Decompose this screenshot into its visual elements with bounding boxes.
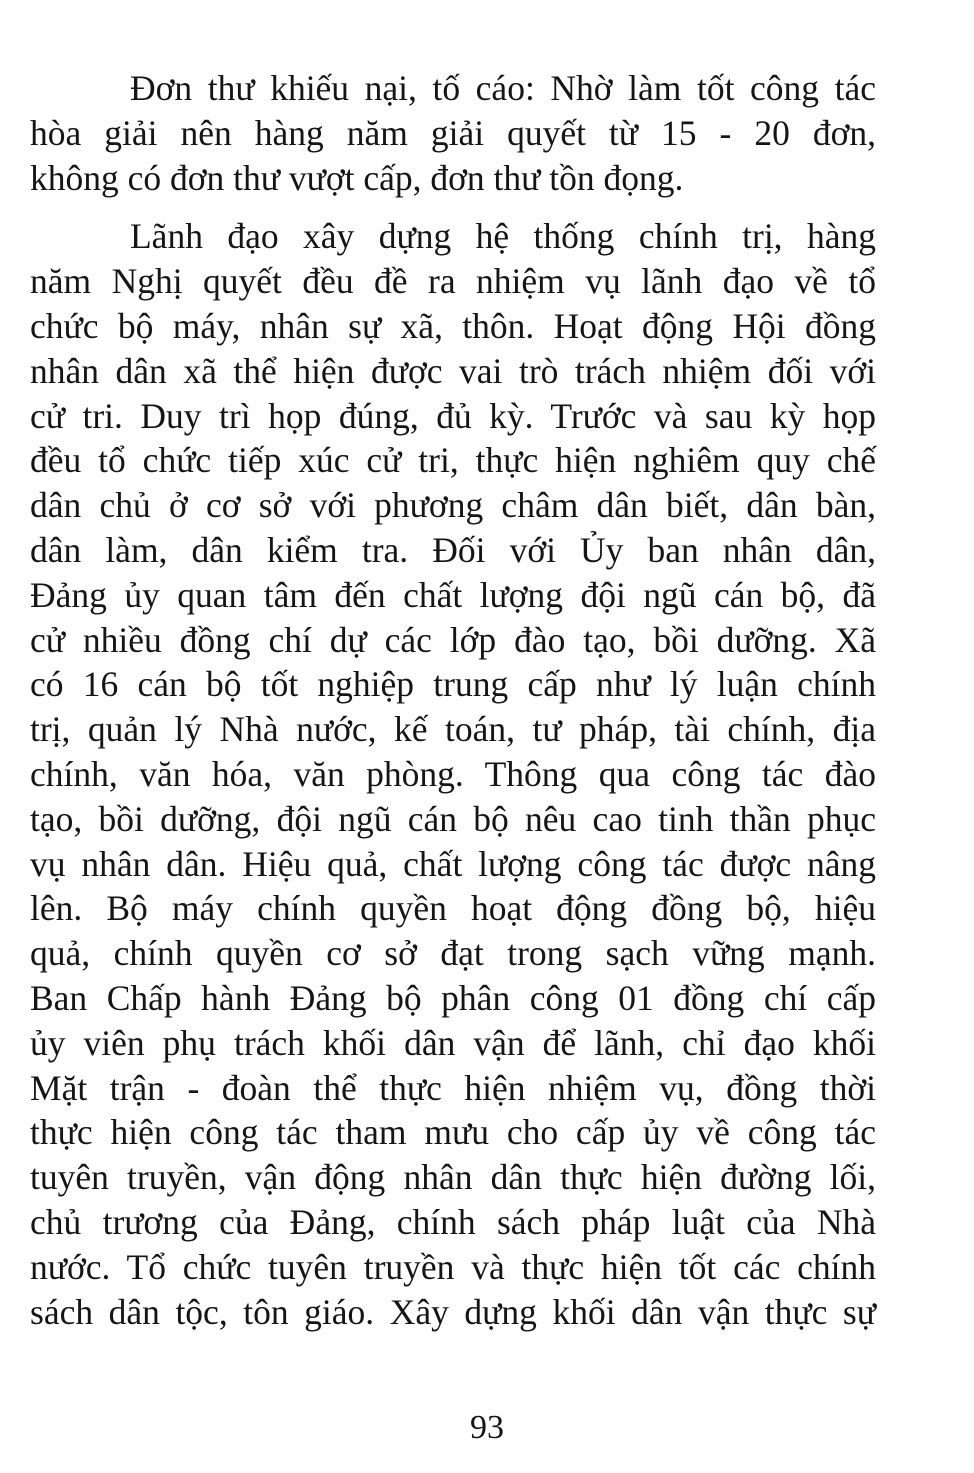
text-line: lên. Bộ máy chính quyền hoạt động đồng bộ, hiệu [30, 888, 876, 929]
text-line: hòa giải nên hàng năm giải quyết từ 15 - 20 đơn, [30, 112, 876, 153]
text-line: Đơn thư khiếu nại, tố cáo: Nhờ làm tốt công tác [130, 68, 876, 108]
text-line: Ban Chấp hành Đảng bộ phân công 01 đồng chí cấp [30, 977, 876, 1018]
text-line: quả, chính quyền cơ sở đạt trong sạch vững mạnh. [30, 933, 876, 974]
text-line: nhân dân xã thể hiện được vai trò trách nhiệm đối với [30, 350, 876, 391]
text-line: thực hiện công tác tham mưu cho cấp ủy về công tác [30, 1112, 876, 1153]
text-line: vụ nhân dân. Hiệu quả, chất lượng công tác được nâng [30, 843, 876, 884]
text-line: sách dân tộc, tôn giáo. Xây dựng khối dân vận thực sự [30, 1291, 876, 1332]
body-text [30, 66, 876, 1334]
text-line: dân làm, dân kiểm tra. Đối với Ủy ban nhân dân, [30, 529, 876, 570]
text-line: có 16 cán bộ tốt nghiệp trung cấp như lý luận chính [30, 664, 876, 705]
text-line: cử nhiều đồng chí dự các lớp đào tạo, bồi dưỡng. Xã [30, 619, 876, 660]
paragraph [30, 214, 876, 1334]
text-line: chức bộ máy, nhân sự xã, thôn. Hoạt động Hội đồng [30, 305, 876, 346]
text-line: Đảng ủy quan tâm đến chất lượng đội ngũ cán bộ, đã [30, 574, 876, 615]
paragraph [30, 66, 876, 200]
text-line: ủy viên phụ trách khối dân vận để lãnh, chỉ đạo khối [30, 1022, 876, 1063]
text-line: Mặt trận - đoàn thể thực hiện nhiệm vụ, đồng thời [30, 1067, 876, 1108]
text-line: chủ trương của Đảng, chính sách pháp luật của Nhà [30, 1201, 876, 1242]
text-line: đều tổ chức tiếp xúc cử tri, thực hiện nghiêm quy chế [30, 440, 876, 481]
page-number: 93 [470, 1409, 504, 1446]
text-line: tuyên truyền, vận động nhân dân thực hiện đường lối, [30, 1157, 876, 1198]
text-line: chính, văn hóa, văn phòng. Thông qua công tác đào [30, 753, 876, 794]
text-line: tạo, bồi dưỡng, đội ngũ cán bộ nêu cao tinh thần phục [30, 798, 876, 839]
text-line: nước. Tổ chức tuyên truyền và thực hiện tốt các chính [30, 1246, 876, 1287]
text-line: cử tri. Duy trì họp đúng, đủ kỳ. Trước và sau kỳ họp [30, 395, 876, 436]
text-line: dân chủ ở cơ sở với phương châm dân biết, dân bàn, [30, 485, 876, 526]
text-line: Lãnh đạo xây dựng hệ thống chính trị, hàng [130, 216, 876, 257]
text-line: không có đơn thư vượt cấp, đơn thư tồn đọng. [30, 157, 684, 198]
text-line: trị, quản lý Nhà nước, kế toán, tư pháp, tài chính, địa [30, 709, 876, 750]
text-line: năm Nghị quyết đều đề ra nhiệm vụ lãnh đạo về tổ [30, 261, 876, 302]
